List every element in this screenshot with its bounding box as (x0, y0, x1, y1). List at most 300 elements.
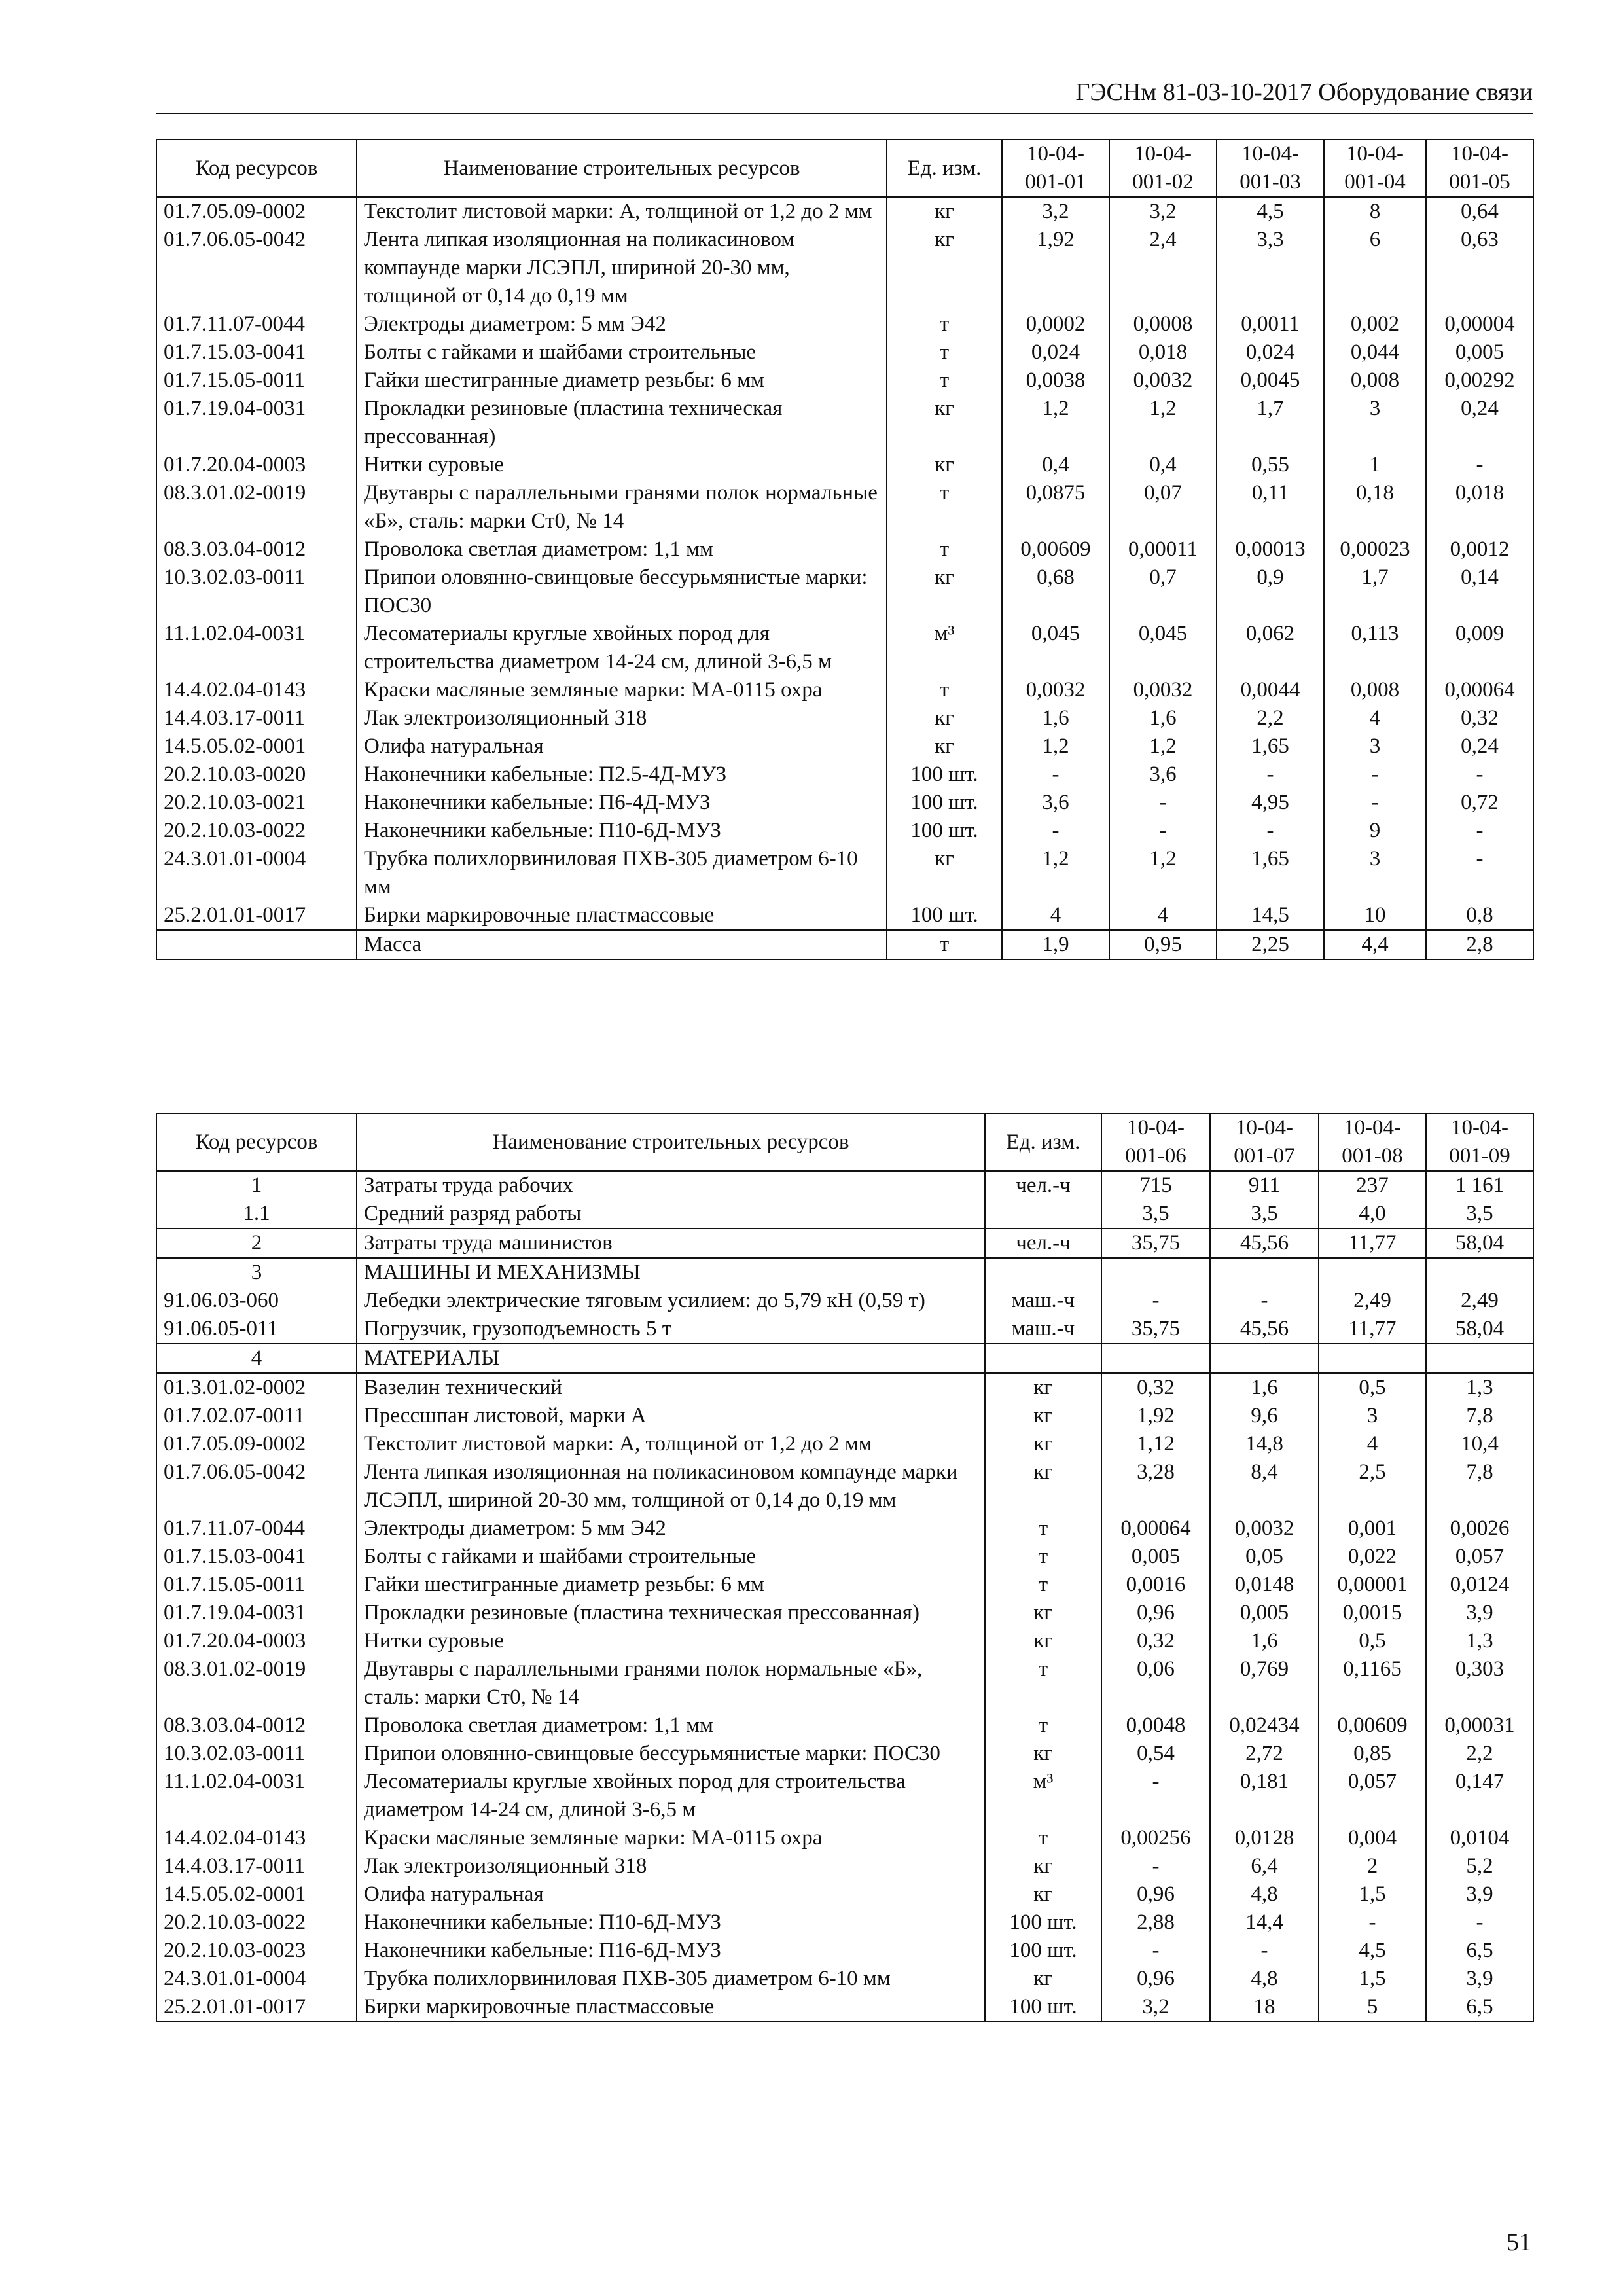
value-cell: 2,49 (1426, 1287, 1533, 1315)
table-header-row (156, 139, 1533, 197)
unit: т (887, 535, 1002, 564)
resource-code: 08.3.03.04-0012 (156, 535, 357, 564)
value-cell: 35,75 (1101, 1229, 1210, 1258)
table-row (156, 1599, 1533, 1627)
value-cell: 0,18 (1324, 479, 1426, 535)
table-row (156, 1515, 1533, 1543)
column-header: 10-04-001-05 (1426, 139, 1533, 197)
resource-name: Бирки маркировочные пластмассовые (357, 901, 887, 930)
resource-name: Прокладки резиновые (пластина техническая прессованная) (357, 395, 887, 451)
value-cell: 0,00001 (1319, 1571, 1426, 1599)
value-cell: 0,9 (1217, 564, 1324, 620)
resource-name: Вазелин технический (357, 1373, 985, 1402)
value-cell: 0,024 (1217, 338, 1324, 367)
unit: кг (887, 395, 1002, 451)
resource-code: 24.3.01.01-0004 (156, 1965, 357, 1993)
resource-code: 08.3.01.02-0019 (156, 1655, 357, 1712)
value-cell: 2,49 (1319, 1287, 1426, 1315)
value-cell: - (1101, 1287, 1210, 1315)
table-row (156, 338, 1533, 367)
value-cell: 0,96 (1101, 1965, 1210, 1993)
unit (985, 1258, 1101, 1287)
value-cell: 5 (1319, 1993, 1426, 2022)
table-row (156, 1993, 1533, 2022)
value-cell: 58,04 (1426, 1229, 1533, 1258)
value-cell: 1,65 (1217, 732, 1324, 761)
value-cell: 3,9 (1426, 1599, 1533, 1627)
table-row (156, 845, 1533, 901)
value-cell: 0,07 (1109, 479, 1217, 535)
value-cell: 0,0038 (1002, 367, 1109, 395)
column-header: Код ресурсов (156, 139, 357, 197)
resource-name: Припои оловянно-свинцовые бессурьмянистые марки: ПОС30 (357, 1740, 985, 1768)
resource-name: Лесоматериалы круглые хвойных пород для строительства диаметром 14-24 см, длиной 3-6,5 м (357, 1768, 985, 1824)
unit: маш.-ч (985, 1287, 1101, 1315)
value-cell: 1,2 (1002, 845, 1109, 901)
unit: т (887, 338, 1002, 367)
resource-name: Текстолит листовой марки: А, толщиной от 1,2 до 2 мм (357, 197, 887, 226)
resource-code: 01.3.01.02-0002 (156, 1373, 357, 1402)
value-cell: 0,05 (1210, 1543, 1319, 1571)
table-row (156, 310, 1533, 338)
resource-code: 14.4.02.04-0143 (156, 1824, 357, 1852)
value-cell: 6,5 (1426, 1937, 1533, 1965)
value-cell: 0,4 (1002, 451, 1109, 479)
value-cell: 3 (1324, 395, 1426, 451)
unit: кг (985, 1599, 1101, 1627)
unit: кг (887, 451, 1002, 479)
resource-name: Электроды диаметром: 5 мм Э42 (357, 1515, 985, 1543)
resource-code: 14.4.03.17-0011 (156, 1852, 357, 1880)
value-cell: 58,04 (1426, 1315, 1533, 1344)
unit: т (985, 1571, 1101, 1599)
resource-name: Краски масляные земляные марки: МА-0115 охра (357, 676, 887, 704)
unit: кг (985, 1880, 1101, 1909)
resource-code: 91.06.05-011 (156, 1315, 357, 1344)
value-cell: 4 (1319, 1430, 1426, 1458)
value-cell: 4,8 (1210, 1965, 1319, 1993)
resource-code: 01.7.15.05-0011 (156, 1571, 357, 1599)
value-cell: 2,88 (1101, 1909, 1210, 1937)
resource-code: 1 (156, 1171, 357, 1200)
value-cell: 1,3 (1426, 1373, 1533, 1402)
value-cell: 1,92 (1002, 226, 1109, 310)
value-cell: 3,9 (1426, 1965, 1533, 1993)
resource-code: 01.7.15.03-0041 (156, 338, 357, 367)
value-cell: 0,0026 (1426, 1515, 1533, 1543)
value-cell: 3,2 (1101, 1993, 1210, 2022)
value-cell: 0,24 (1426, 395, 1533, 451)
value-cell: 0,00609 (1002, 535, 1109, 564)
value-cell: 3 (1319, 1402, 1426, 1430)
value-cell: 2 (1319, 1852, 1426, 1880)
column-header: Ед. изм. (887, 139, 1002, 197)
value-cell: - (1426, 817, 1533, 845)
resource-name: Прокладки резиновые (пластина техническая прессованная) (357, 1599, 985, 1627)
value-cell: 1,2 (1109, 395, 1217, 451)
unit: т (985, 1712, 1101, 1740)
value-cell: 4,0 (1319, 1200, 1426, 1229)
table-row (156, 451, 1533, 479)
value-cell: 9 (1324, 817, 1426, 845)
value-cell: 0,303 (1426, 1655, 1533, 1712)
resource-name: Нитки суровые (357, 451, 887, 479)
unit: кг (985, 1402, 1101, 1430)
value-cell: 45,56 (1210, 1229, 1319, 1258)
value-cell: 0,008 (1324, 676, 1426, 704)
resource-code: 24.3.01.01-0004 (156, 845, 357, 901)
value-cell (1319, 1344, 1426, 1373)
resource-name: Текстолит листовой марки: А, толщиной от 1,2 до 2 мм (357, 1430, 985, 1458)
resource-name: Наконечники кабельные: П2.5-4Д-МУЗ (357, 761, 887, 789)
unit: 100 шт. (985, 1993, 1101, 2022)
value-cell: 1 161 (1426, 1171, 1533, 1200)
resource-name: Краски масляные земляные марки: МА-0115 охра (357, 1824, 985, 1852)
resource-name: МАТЕРИАЛЫ (357, 1344, 985, 1373)
value-cell: 1,2 (1002, 732, 1109, 761)
value-cell: 0,0045 (1217, 367, 1324, 395)
table-row (156, 535, 1533, 564)
table-row (156, 1965, 1533, 1993)
value-cell: 0,022 (1319, 1543, 1426, 1571)
resources-table-1 (156, 139, 1534, 960)
table-row (156, 676, 1533, 704)
value-cell: 0,0032 (1210, 1515, 1319, 1543)
value-cell: 2,72 (1210, 1740, 1319, 1768)
value-cell: 0,64 (1426, 197, 1533, 226)
value-cell: 1,5 (1319, 1965, 1426, 1993)
column-header: 10-04-001-07 (1210, 1113, 1319, 1171)
value-cell: 0,045 (1002, 620, 1109, 676)
unit: м³ (887, 620, 1002, 676)
value-cell: 0,32 (1101, 1373, 1210, 1402)
resource-name: Болты с гайками и шайбами строительные (357, 338, 887, 367)
resource-code: 3 (156, 1258, 357, 1287)
unit: кг (985, 1852, 1101, 1880)
table-row (156, 1402, 1533, 1430)
value-cell: 3,6 (1002, 789, 1109, 817)
value-cell: 11,77 (1319, 1315, 1426, 1344)
table-row (156, 901, 1533, 930)
unit: м³ (985, 1768, 1101, 1824)
resource-name: Наконечники кабельные: П10-6Д-МУЗ (357, 1909, 985, 1937)
unit: т (887, 479, 1002, 535)
value-cell: 0,63 (1426, 226, 1533, 310)
value-cell: 10 (1324, 901, 1426, 930)
table-row (156, 1712, 1533, 1740)
resource-code: 01.7.20.04-0003 (156, 451, 357, 479)
value-cell: 4,4 (1324, 930, 1426, 960)
resource-code: 4 (156, 1344, 357, 1373)
value-cell: - (1109, 789, 1217, 817)
unit: кг (887, 226, 1002, 310)
value-cell: 0,00256 (1101, 1824, 1210, 1852)
unit (985, 1200, 1101, 1229)
value-cell: 0,00609 (1319, 1712, 1426, 1740)
value-cell (1210, 1258, 1319, 1287)
value-cell: 14,5 (1217, 901, 1324, 930)
value-cell: 0,1165 (1319, 1655, 1426, 1712)
page-header: ГЭСНм 81-03-10-2017 Оборудование связи (156, 73, 1533, 114)
value-cell: 0,113 (1324, 620, 1426, 676)
value-cell: 2,2 (1426, 1740, 1533, 1768)
resource-code: 01.7.19.04-0031 (156, 395, 357, 451)
value-cell: 1,65 (1217, 845, 1324, 901)
unit: т (887, 930, 1002, 960)
resource-code: 91.06.03-060 (156, 1287, 357, 1315)
resource-name: Лента липкая изоляционная на поликасиновом компаунде марки ЛСЭПЛ, шириной 20-30 мм, толщиной от 0,14 до 0,19 мм (357, 226, 887, 310)
resource-code: 20.2.10.03-0022 (156, 1909, 357, 1937)
value-cell: 0,0104 (1426, 1824, 1533, 1852)
unit: 100 шт. (887, 817, 1002, 845)
value-cell: 6,5 (1426, 1993, 1533, 2022)
unit: кг (985, 1965, 1101, 1993)
table-row (156, 1543, 1533, 1571)
resource-name: Лебедки электрические тяговым усилием: до 5,79 кН (0,59 т) (357, 1287, 985, 1315)
value-cell: 1,6 (1210, 1627, 1319, 1655)
resource-code: 20.2.10.03-0020 (156, 761, 357, 789)
value-cell: 4,5 (1217, 197, 1324, 226)
value-cell: 0,008 (1324, 367, 1426, 395)
resource-code: 14.5.05.02-0001 (156, 1880, 357, 1909)
unit: чел.-ч (985, 1229, 1101, 1258)
table-row (156, 1627, 1533, 1655)
table-row (156, 704, 1533, 732)
resource-code: 01.7.02.07-0011 (156, 1402, 357, 1430)
resource-code: 20.2.10.03-0023 (156, 1937, 357, 1965)
table-row (156, 226, 1533, 310)
table-row (156, 395, 1533, 451)
table-row (156, 1315, 1533, 1344)
value-cell: 45,56 (1210, 1315, 1319, 1344)
value-cell: 0,001 (1319, 1515, 1426, 1543)
resource-code: 11.1.02.04-0031 (156, 620, 357, 676)
value-cell: - (1109, 817, 1217, 845)
value-cell: 1,6 (1109, 704, 1217, 732)
table-row (156, 1258, 1533, 1287)
table-row (156, 817, 1533, 845)
value-cell: 0,018 (1109, 338, 1217, 367)
value-cell: 911 (1210, 1171, 1319, 1200)
value-cell: 0,0128 (1210, 1824, 1319, 1852)
unit: 100 шт. (887, 761, 1002, 789)
value-cell: 0,0002 (1002, 310, 1109, 338)
value-cell: 1,9 (1002, 930, 1109, 960)
value-cell: 0,002 (1324, 310, 1426, 338)
table-row (156, 1824, 1533, 1852)
value-cell: 0,00004 (1426, 310, 1533, 338)
value-cell: 0,0012 (1426, 535, 1533, 564)
unit: 100 шт. (887, 789, 1002, 817)
resource-name: Гайки шестигранные диаметр резьбы: 6 мм (357, 1571, 985, 1599)
unit: 100 шт. (985, 1937, 1101, 1965)
resource-code: 25.2.01.01-0017 (156, 1993, 357, 2022)
value-cell: 0,72 (1426, 789, 1533, 817)
value-cell: 1,92 (1101, 1402, 1210, 1430)
value-cell: 3,5 (1426, 1200, 1533, 1229)
column-header: Ед. изм. (985, 1113, 1101, 1171)
value-cell: 0,54 (1101, 1740, 1210, 1768)
resource-name: Лак электроизоляционный 318 (357, 1852, 985, 1880)
value-cell: 2,8 (1426, 930, 1533, 960)
value-cell: 0,181 (1210, 1768, 1319, 1824)
value-cell: - (1426, 845, 1533, 901)
resource-code: 01.7.05.09-0002 (156, 1430, 357, 1458)
resource-code: 01.7.19.04-0031 (156, 1599, 357, 1627)
value-cell: 0,057 (1319, 1768, 1426, 1824)
value-cell (1426, 1344, 1533, 1373)
column-header: 10-04-001-01 (1002, 139, 1109, 197)
value-cell: - (1002, 761, 1109, 789)
table-row (156, 1937, 1533, 1965)
value-cell: 0,024 (1002, 338, 1109, 367)
value-cell: 0,0875 (1002, 479, 1109, 535)
unit: 100 шт. (887, 901, 1002, 930)
resource-code: 01.7.05.09-0002 (156, 197, 357, 226)
resource-name: Затраты труда рабочих (357, 1171, 985, 1200)
value-cell: 1,7 (1217, 395, 1324, 451)
value-cell: 0,4 (1109, 451, 1217, 479)
value-cell: 3,28 (1101, 1458, 1210, 1515)
unit: 100 шт. (985, 1909, 1101, 1937)
unit: т (985, 1655, 1101, 1712)
value-cell: 0,32 (1101, 1627, 1210, 1655)
resource-name: Проволока светлая диаметром: 1,1 мм (357, 1712, 985, 1740)
value-cell: - (1210, 1287, 1319, 1315)
value-cell: 0,96 (1101, 1599, 1210, 1627)
value-cell: - (1426, 1909, 1533, 1937)
value-cell: 0,004 (1319, 1824, 1426, 1852)
value-cell: 0,0048 (1101, 1712, 1210, 1740)
resource-name: Электроды диаметром: 5 мм Э42 (357, 310, 887, 338)
value-cell: 3 (1324, 732, 1426, 761)
resource-name: Проволока светлая диаметром: 1,1 мм (357, 535, 887, 564)
resource-code: 01.7.15.05-0011 (156, 367, 357, 395)
table-row (156, 1287, 1533, 1315)
value-cell: 0,00011 (1109, 535, 1217, 564)
unit: кг (887, 704, 1002, 732)
resource-name: Лесоматериалы круглые хвойных пород для строительства диаметром 14-24 см, длиной 3-6,5 м (357, 620, 887, 676)
resource-code: 01.7.15.03-0041 (156, 1543, 357, 1571)
resource-code: 2 (156, 1229, 357, 1258)
value-cell: 0,147 (1426, 1768, 1533, 1824)
value-cell: 0,7 (1109, 564, 1217, 620)
value-cell: 0,044 (1324, 338, 1426, 367)
resource-name: МАШИНЫ И МЕХАНИЗМЫ (357, 1258, 985, 1287)
value-cell: 0,00013 (1217, 535, 1324, 564)
value-cell: 2,4 (1109, 226, 1217, 310)
value-cell: 1,7 (1324, 564, 1426, 620)
table-row (156, 761, 1533, 789)
value-cell: 0,0032 (1002, 676, 1109, 704)
value-cell: - (1319, 1909, 1426, 1937)
value-cell: 0,14 (1426, 564, 1533, 620)
value-cell: 3 (1324, 845, 1426, 901)
unit: т (985, 1824, 1101, 1852)
value-cell: 0,32 (1426, 704, 1533, 732)
resource-code: 01.7.06.05-0042 (156, 226, 357, 310)
value-cell: 14,4 (1210, 1909, 1319, 1937)
value-cell (1101, 1344, 1210, 1373)
value-cell: 18 (1210, 1993, 1319, 2022)
value-cell: 1,2 (1109, 732, 1217, 761)
resource-name: Наконечники кабельные: П6-4Д-МУЗ (357, 789, 887, 817)
value-cell: 0,0148 (1210, 1571, 1319, 1599)
resource-name: Трубка полихлорвиниловая ПХВ-305 диаметром 6-10 мм (357, 1965, 985, 1993)
value-cell: - (1217, 761, 1324, 789)
value-cell: 237 (1319, 1171, 1426, 1200)
column-header: 10-04-001-06 (1101, 1113, 1210, 1171)
resource-name: Погрузчик, грузоподъемность 5 т (357, 1315, 985, 1344)
resource-name: Затраты труда машинистов (357, 1229, 985, 1258)
value-cell: - (1101, 1768, 1210, 1824)
unit: чел.-ч (985, 1171, 1101, 1200)
unit: кг (985, 1373, 1101, 1402)
table-row (156, 1571, 1533, 1599)
value-cell: - (1324, 789, 1426, 817)
table-row (156, 1229, 1533, 1258)
value-cell: 3,2 (1002, 197, 1109, 226)
value-cell: 4,8 (1210, 1880, 1319, 1909)
value-cell: 0,00292 (1426, 367, 1533, 395)
value-cell (1210, 1344, 1319, 1373)
resource-name: Олифа натуральная (357, 732, 887, 761)
value-cell: 2,2 (1217, 704, 1324, 732)
resource-code: 08.3.01.02-0019 (156, 479, 357, 535)
value-cell (1101, 1258, 1210, 1287)
value-cell: 0,005 (1101, 1543, 1210, 1571)
unit: кг (985, 1627, 1101, 1655)
value-cell: 9,6 (1210, 1402, 1319, 1430)
unit: маш.-ч (985, 1315, 1101, 1344)
table-row (156, 197, 1533, 226)
table-row (156, 1373, 1533, 1402)
value-cell: 4,5 (1319, 1937, 1426, 1965)
table-row (156, 620, 1533, 676)
table-row (156, 564, 1533, 620)
resource-code: 01.7.11.07-0044 (156, 310, 357, 338)
table-row (156, 732, 1533, 761)
resource-code: 14.5.05.02-0001 (156, 732, 357, 761)
value-cell: 11,77 (1319, 1229, 1426, 1258)
value-cell: - (1210, 1937, 1319, 1965)
resource-code: 01.7.20.04-0003 (156, 1627, 357, 1655)
table-row (156, 1852, 1533, 1880)
value-cell: 0,005 (1210, 1599, 1319, 1627)
table-row (156, 789, 1533, 817)
value-cell: 0,0032 (1109, 676, 1217, 704)
resource-code: 25.2.01.01-0017 (156, 901, 357, 930)
resource-name: Двутавры с параллельными гранями полок нормальные «Б», сталь: марки Ст0, № 14 (357, 1655, 985, 1712)
value-cell: 0,24 (1426, 732, 1533, 761)
resource-name: Нитки суровые (357, 1627, 985, 1655)
value-cell: 1,6 (1210, 1373, 1319, 1402)
resource-code: 01.7.06.05-0042 (156, 1458, 357, 1515)
value-cell: 0,062 (1217, 620, 1324, 676)
value-cell (1426, 1258, 1533, 1287)
value-cell: 0,95 (1109, 930, 1217, 960)
resource-name: Лента липкая изоляционная на поликасиновом компаунде марки ЛСЭПЛ, шириной 20-30 мм, толщиной от 0,14 до 0,19 мм (357, 1458, 985, 1515)
unit: кг (887, 845, 1002, 901)
value-cell: 0,0011 (1217, 310, 1324, 338)
value-cell: 0,0016 (1101, 1571, 1210, 1599)
value-cell: 3,6 (1109, 761, 1217, 789)
value-cell: 1,12 (1101, 1430, 1210, 1458)
table-row (156, 367, 1533, 395)
resource-code: 20.2.10.03-0022 (156, 817, 357, 845)
value-cell: 0,0044 (1217, 676, 1324, 704)
resource-name: Гайки шестигранные диаметр резьбы: 6 мм (357, 367, 887, 395)
